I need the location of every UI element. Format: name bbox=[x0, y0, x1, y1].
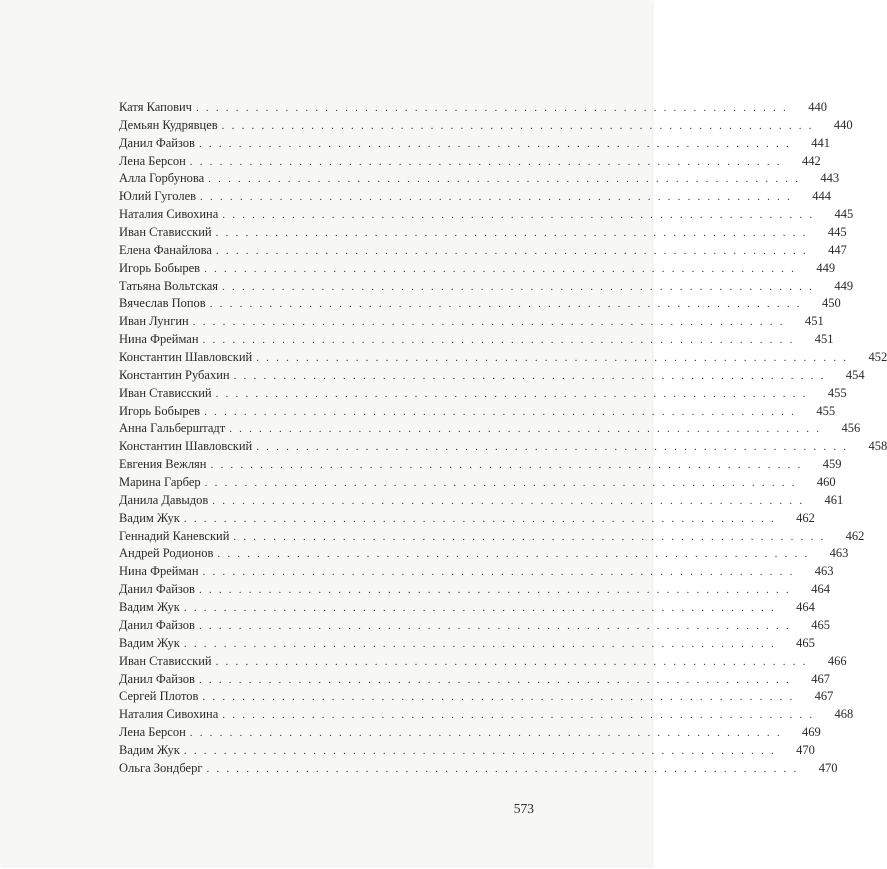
toc-entry bbox=[119, 742, 815, 760]
toc-entry bbox=[119, 617, 830, 635]
entry-page-number: 445 bbox=[834, 207, 854, 222]
toc-entry bbox=[119, 760, 838, 778]
entry-author-name: Татьяна Вольтская bbox=[119, 278, 219, 293]
entry-page-number: 470 bbox=[818, 760, 838, 775]
dot-leader: ............................................................ bbox=[189, 727, 787, 740]
dot-leader: ............................................................ bbox=[204, 262, 802, 275]
toc-entry bbox=[119, 635, 815, 653]
dot-leader: ............................................................ bbox=[221, 119, 819, 132]
entry-page-number: 443 bbox=[820, 171, 840, 186]
toc-entry bbox=[119, 474, 836, 492]
entry-page-number: 447 bbox=[828, 242, 847, 257]
dot-leader: ............................................................ bbox=[208, 173, 806, 186]
dot-leader: ............................................................ bbox=[198, 584, 796, 597]
dot-leader: ............................................................ bbox=[198, 673, 796, 686]
entry-author-name: Юлий Гуголев bbox=[119, 189, 197, 204]
entry-author-name: Андрей Родионов bbox=[119, 546, 214, 561]
entry-author-name: Вадим Жук bbox=[119, 742, 180, 757]
entry-page-number: 449 bbox=[834, 278, 854, 293]
entry-page-number: 440 bbox=[833, 117, 853, 132]
toc-entry bbox=[119, 135, 830, 153]
toc-entry bbox=[119, 170, 840, 188]
dot-leader: ............................................................ bbox=[215, 244, 813, 257]
entry-author-name: Анна Гальберштадт bbox=[119, 421, 226, 436]
table-of-contents bbox=[119, 99, 887, 778]
entry-page-number: 452 bbox=[868, 350, 887, 365]
dot-leader: ............................................................ bbox=[215, 227, 813, 240]
entry-author-name: Вадим Жук bbox=[119, 600, 180, 615]
dot-leader: ............................................................ bbox=[229, 423, 827, 436]
entry-author-name: Ольга Зондберг bbox=[119, 760, 203, 775]
dot-leader: ............................................................ bbox=[233, 530, 831, 543]
entry-author-name: Данила Давыдов bbox=[119, 492, 209, 507]
dot-leader: ............................................................ bbox=[217, 548, 815, 561]
dot-leader: ............................................................ bbox=[212, 494, 810, 507]
dot-leader: ............................................................ bbox=[256, 441, 854, 454]
entry-author-name: Константин Шавловский bbox=[119, 439, 253, 454]
toc-entry bbox=[119, 456, 842, 474]
entry-page-number: 465 bbox=[796, 635, 815, 650]
entry-author-name: Игорь Бобырев bbox=[119, 260, 201, 275]
entry-author-name: Данил Файзов bbox=[119, 582, 195, 597]
dot-leader: ............................................................ bbox=[210, 459, 808, 472]
entry-author-name: Вадим Жук bbox=[119, 510, 180, 525]
dot-leader: ............................................................ bbox=[183, 512, 781, 525]
dot-leader: ............................................................ bbox=[222, 709, 820, 722]
entry-author-name: Геннадий Каневский bbox=[119, 528, 230, 543]
toc-entry bbox=[119, 510, 815, 528]
entry-author-name: Марина Гарбер bbox=[119, 475, 201, 490]
dot-leader: ............................................................ bbox=[209, 298, 807, 311]
entry-author-name: Вадим Жук bbox=[119, 635, 180, 650]
toc-entry bbox=[119, 599, 815, 617]
entry-author-name: Лена Берсон bbox=[119, 725, 186, 740]
toc-entry bbox=[119, 420, 861, 438]
entry-author-name: Елена Фанайлова bbox=[119, 242, 212, 257]
entry-page-number: 451 bbox=[814, 332, 834, 347]
toc-entry bbox=[119, 153, 821, 171]
toc-entry bbox=[119, 385, 847, 403]
entry-page-number: 463 bbox=[829, 546, 849, 561]
entry-author-name: Вячеслав Попов bbox=[119, 296, 206, 311]
dot-leader: ............................................................ bbox=[222, 209, 820, 222]
entry-author-name: Иван Стависский bbox=[119, 225, 212, 240]
toc-entry bbox=[119, 545, 849, 563]
toc-entry bbox=[119, 313, 824, 331]
entry-page-number: 440 bbox=[808, 100, 827, 114]
entry-author-name: Иван Стависский bbox=[119, 385, 212, 400]
dot-leader: ............................................................ bbox=[192, 316, 790, 329]
entry-page-number: 456 bbox=[841, 421, 861, 436]
toc-entry bbox=[119, 331, 834, 349]
dot-leader: ............................................................ bbox=[198, 619, 796, 632]
entry-page-number: 451 bbox=[805, 314, 824, 329]
dot-leader: ............................................................ bbox=[189, 155, 787, 168]
entry-page-number: 460 bbox=[816, 475, 836, 490]
entry-author-name: Сергей Плотов bbox=[119, 689, 199, 704]
entry-page-number: 462 bbox=[845, 528, 865, 543]
entry-page-number: 467 bbox=[814, 689, 834, 704]
dot-leader: ............................................................ bbox=[198, 137, 796, 150]
entry-author-name: Константин Шавловский bbox=[119, 350, 253, 365]
entry-author-name: Нина Фрейман bbox=[119, 564, 199, 579]
entry-page-number: 465 bbox=[811, 617, 830, 632]
entry-page-number: 458 bbox=[868, 439, 887, 454]
entry-page-number: 454 bbox=[845, 367, 865, 382]
toc-entry bbox=[119, 188, 832, 206]
toc-entry bbox=[119, 492, 844, 510]
dot-leader: ............................................................ bbox=[256, 352, 854, 365]
toc-entry bbox=[119, 403, 836, 421]
toc-entry bbox=[119, 724, 821, 742]
toc-entry bbox=[119, 706, 854, 724]
toc-entry bbox=[119, 653, 847, 671]
toc-entry bbox=[119, 563, 834, 581]
entry-author-name: Наталия Сивохина bbox=[119, 207, 219, 222]
toc-entry bbox=[119, 671, 830, 689]
toc-entry bbox=[119, 224, 847, 242]
dot-leader: ............................................................ bbox=[215, 655, 813, 668]
dot-leader: ............................................................ bbox=[222, 280, 820, 293]
entry-page-number: 464 bbox=[796, 600, 815, 615]
entry-page-number: 467 bbox=[811, 671, 830, 686]
dot-leader: ............................................................ bbox=[195, 102, 793, 114]
entry-author-name: Иван Стависский bbox=[119, 653, 212, 668]
dot-leader: ............................................................ bbox=[204, 477, 802, 490]
dot-leader: ............................................................ bbox=[233, 369, 831, 382]
toc-entry bbox=[119, 206, 854, 224]
toc-entry bbox=[119, 367, 865, 385]
entry-page-number: 455 bbox=[827, 385, 847, 400]
entry-author-name: Алла Горбунова bbox=[119, 171, 205, 186]
entry-author-name: Иван Лунгин bbox=[119, 314, 189, 329]
entry-page-number: 441 bbox=[811, 135, 830, 150]
entry-author-name: Наталия Сивохина bbox=[119, 707, 219, 722]
entry-author-name: Данил Файзов bbox=[119, 671, 195, 686]
entry-page-number: 461 bbox=[824, 492, 844, 507]
toc-entry bbox=[119, 528, 865, 546]
entry-page-number: 445 bbox=[827, 225, 847, 240]
entry-author-name: Данил Файзов bbox=[119, 617, 195, 632]
toc-entry bbox=[119, 278, 854, 296]
entry-page-number: 469 bbox=[802, 725, 821, 740]
entry-author-name: Данил Файзов bbox=[119, 135, 195, 150]
dot-leader: ............................................................ bbox=[202, 691, 800, 704]
entry-page-number: 459 bbox=[822, 457, 842, 472]
entry-page-number: 470 bbox=[796, 742, 815, 757]
toc-entry bbox=[119, 260, 836, 278]
entry-page-number: 462 bbox=[796, 510, 815, 525]
dot-leader: ............................................................ bbox=[183, 637, 781, 650]
entry-author-name: Игорь Бобырев bbox=[119, 403, 201, 418]
dot-leader: ............................................................ bbox=[183, 602, 781, 615]
page-number: 573 bbox=[513, 801, 534, 816]
toc-entry bbox=[119, 581, 830, 599]
dot-leader: ............................................................ bbox=[206, 762, 804, 775]
entry-page-number: 466 bbox=[827, 653, 847, 668]
toc-entry bbox=[119, 117, 853, 135]
entry-page-number: 449 bbox=[816, 260, 836, 275]
entry-author-name: Катя Капович bbox=[119, 100, 192, 114]
entry-page-number: 450 bbox=[821, 296, 841, 311]
dot-leader: ............................................................ bbox=[202, 334, 800, 347]
toc-entry bbox=[119, 438, 887, 456]
toc-entry bbox=[119, 688, 834, 706]
entry-author-name: Константин Рубахин bbox=[119, 367, 230, 382]
entry-page-number: 464 bbox=[811, 582, 830, 597]
dot-leader: ............................................................ bbox=[204, 405, 802, 418]
entry-page-number: 444 bbox=[812, 189, 832, 204]
entry-page-number: 463 bbox=[814, 564, 834, 579]
entry-author-name: Нина Фрейман bbox=[119, 332, 199, 347]
dot-leader: ............................................................ bbox=[202, 566, 800, 579]
entry-author-name: Лена Берсон bbox=[119, 153, 186, 168]
dot-leader: ............................................................ bbox=[215, 387, 813, 400]
entry-author-name: Демьян Кудрявцев bbox=[119, 117, 218, 132]
dot-leader: ............................................................ bbox=[200, 191, 798, 204]
toc-entry bbox=[119, 349, 887, 367]
toc-entry bbox=[119, 295, 841, 313]
entry-page-number: 455 bbox=[816, 403, 836, 418]
toc-entry bbox=[119, 99, 827, 117]
entry-page-number: 468 bbox=[834, 707, 854, 722]
entry-author-name: Евгения Вежлян bbox=[119, 457, 207, 472]
dot-leader: ............................................................ bbox=[183, 744, 781, 757]
entry-page-number: 442 bbox=[802, 153, 821, 168]
toc-entry bbox=[119, 242, 847, 260]
